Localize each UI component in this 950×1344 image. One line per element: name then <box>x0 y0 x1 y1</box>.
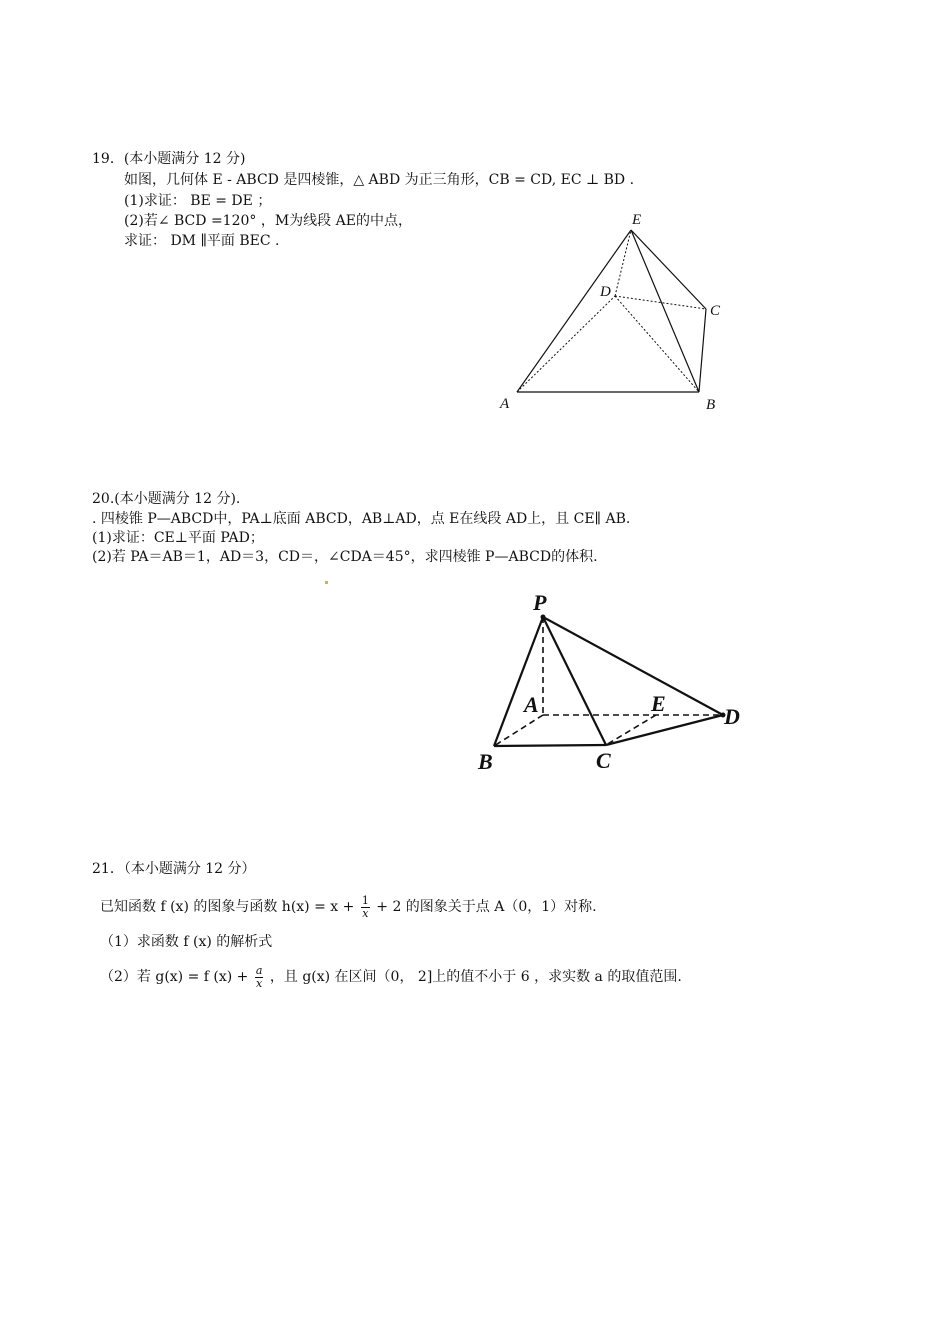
edge-AD <box>517 296 615 392</box>
q21-header: 21．（本小题满分 12 分） <box>92 861 256 877</box>
edge-CB <box>699 309 706 392</box>
q21-part2-fraction <box>255 965 264 990</box>
q19-header: 19．(本小题满分 12 分) <box>92 151 246 167</box>
q21-stem-text-b: + 2 的图象关于点 A（0，1）对称. <box>376 899 597 915</box>
q20-header: 20.(本小题满分 12 分). <box>92 491 241 507</box>
q21-part1: （1）求函数 f (x) 的解析式 <box>100 934 273 950</box>
label-C: C <box>710 303 721 319</box>
label-D: D <box>600 284 611 300</box>
label-D: D <box>724 704 740 729</box>
edge-BC <box>494 745 606 746</box>
q21-stem-fraction <box>361 895 370 920</box>
q19-part1: (1)求证： BE = DE ； <box>124 193 272 209</box>
label-B: B <box>478 749 493 774</box>
q20-stem: . 四棱锥 P—ABCD中，PA⊥底面 ABCD，AB⊥AD，点 E在线段 AD上，且 CE∥ AB. <box>92 511 631 527</box>
label-B: B <box>706 397 716 413</box>
edge-PD <box>543 617 723 715</box>
q19-part2: (2)若∠ BCD =120° ，M为线段 AE的中点， <box>124 213 412 229</box>
edge-DC <box>615 296 706 309</box>
edge-PB <box>494 617 543 746</box>
label-E: E <box>651 691 666 716</box>
q21-stem-fraction-numerator: 1 <box>361 893 369 907</box>
edge-EC <box>631 230 706 309</box>
edge-DE <box>615 230 631 296</box>
q20-part1: (1)求证：CE⊥平面 PAD； <box>92 530 264 546</box>
edge-AE <box>517 230 631 392</box>
edge-AB <box>494 715 543 746</box>
q19-pyramid-figure <box>490 205 740 420</box>
stray-dot <box>325 581 328 584</box>
q21-part2-text-b: ，且 g(x) 在区间（0， 2]上的值不小于 6 ，求实数 a 的取值范围. <box>269 969 682 985</box>
label-A: A <box>524 692 539 717</box>
q20-part2: (2)若 PA＝AB＝1，AD＝3，CD＝，∠CDA＝45°，求四棱锥 P—ABCD的体积. <box>92 549 598 565</box>
q21-part2-fraction-numerator: a <box>255 963 263 977</box>
q21-stem-fraction-denominator: x <box>362 906 369 920</box>
q20-pyramid-figure <box>470 588 760 778</box>
edge-PC <box>543 617 606 745</box>
q19-part2-conclusion: 求证： DM ∥平面 BEC . <box>124 233 280 249</box>
label-E: E <box>632 212 642 228</box>
edge-CE <box>606 715 656 745</box>
edge-EB <box>631 230 699 392</box>
q21-part2-fraction-denominator: x <box>256 976 263 990</box>
q21-stem-text-a: 已知函数 f (x) 的图象与函数 h(x) = x + <box>100 899 355 915</box>
label-P: P <box>533 590 547 615</box>
edge-CD <box>606 715 723 745</box>
q21-part2 <box>100 963 682 991</box>
edge-DB <box>615 296 699 392</box>
q21-stem <box>100 893 597 921</box>
q19-stem: 如图，几何体 E - ABCD 是四棱锥，△ ABD 为正三角形，CB = CD, EC ⊥ BD . <box>124 172 635 188</box>
label-C: C <box>596 748 611 773</box>
q21-part2-text-a: （2）若 g(x) = f (x) + <box>100 969 249 985</box>
label-A: A <box>500 396 510 412</box>
